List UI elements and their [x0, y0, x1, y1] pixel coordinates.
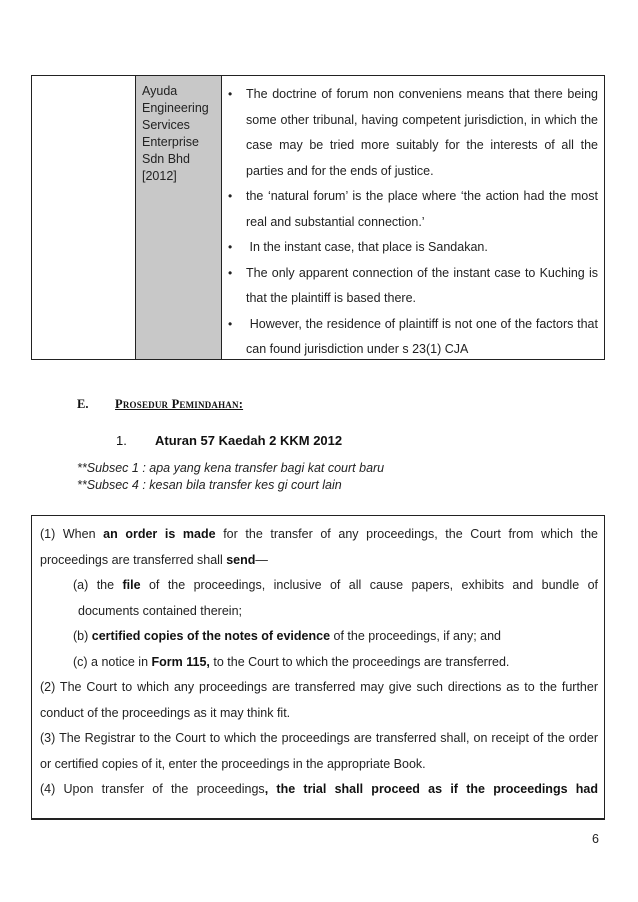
list-item: • In the instant case, that place is Sandakan. [228, 235, 598, 261]
rule-paragraph-2: (2) The Court to which any proceedings are transferred may give such directions as to the further conduct of the proceedings as it may think fit. [40, 680, 598, 720]
bullet-icon: • [228, 87, 233, 101]
case-name-line: Ayuda [142, 84, 178, 98]
bullet-icon: • [228, 265, 233, 280]
case-name-line: Engineering [142, 101, 209, 115]
principles-list [228, 82, 598, 363]
page-number: 6 [592, 832, 599, 846]
rule-sub-c: (c) a notice in Form 115, to the Court to which the proceedings are transferred. [73, 654, 510, 669]
rule-paragraph-4: (4) Upon transfer of the proceedings, the trial shall proceed as if the proceedings had [40, 782, 598, 796]
table-empty-cell [32, 76, 136, 359]
list-item: • the ‘natural forum’ is the place where ‘the action had the most real and substantial connection.’ [228, 184, 598, 235]
section-heading [77, 397, 243, 412]
case-table [31, 75, 605, 360]
list-item: • The only apparent connection of the instant case to Kuching is that the plaintiff is based there. [228, 261, 598, 312]
case-name-line: [2012] [142, 169, 177, 183]
rule-text-box [31, 515, 605, 820]
rule-sub-a: (a) the file of the proceedings, inclusive of all cause papers, exhibits and bundle of [73, 578, 598, 592]
rule-sub-a-cont: documents contained therein; [78, 603, 242, 618]
bullet-icon: • [228, 316, 233, 331]
item-number: 1. [116, 433, 127, 448]
principles-cell [222, 76, 604, 359]
note-line: **Subsec 4 : kesan bila transfer kes gi court lain [77, 478, 342, 492]
case-name-line: Services [142, 118, 190, 132]
rule-sub-b: (b) certified copies of the notes of evidence of the proceedings, if any; and [73, 629, 501, 643]
note-line: **Subsec 1 : apa yang kena transfer bagi kat court baru [77, 461, 385, 475]
bullet-icon: • [228, 189, 233, 203]
section-letter: E. [77, 397, 89, 411]
bullet-icon: • [228, 240, 233, 254]
rule-paragraph-3: (3) The Registrar to the Court to which the proceedings are transferred shall, on receipt of the order or certified copies of it, enter the proceedings in the appropriate Book. [40, 731, 598, 771]
case-name-cell [136, 76, 222, 359]
item-text: Aturan 57 Kaedah 2 KKM 2012 [155, 433, 343, 448]
rule-paragraph-1: (1) When an order is made for the transfer of any proceedings, the Court from which the proceedings are transferred shall send— [40, 527, 598, 567]
list-item: • The doctrine of forum non conveniens means that there being some other tribunal, having competent jurisdiction, in which the case may be tried more suitably for the interests of all the parties and for the ends of justice. [228, 82, 598, 184]
list-item: • However, the residence of plaintiff is not one of the factors that can found jurisdiction under s 23(1) CJA [228, 312, 598, 363]
numbered-item [116, 433, 342, 448]
section-title: Prosedur Pemindahan: [115, 397, 244, 411]
case-name-line: Enterprise [142, 135, 199, 149]
case-name-line: Sdn Bhd [142, 152, 190, 166]
